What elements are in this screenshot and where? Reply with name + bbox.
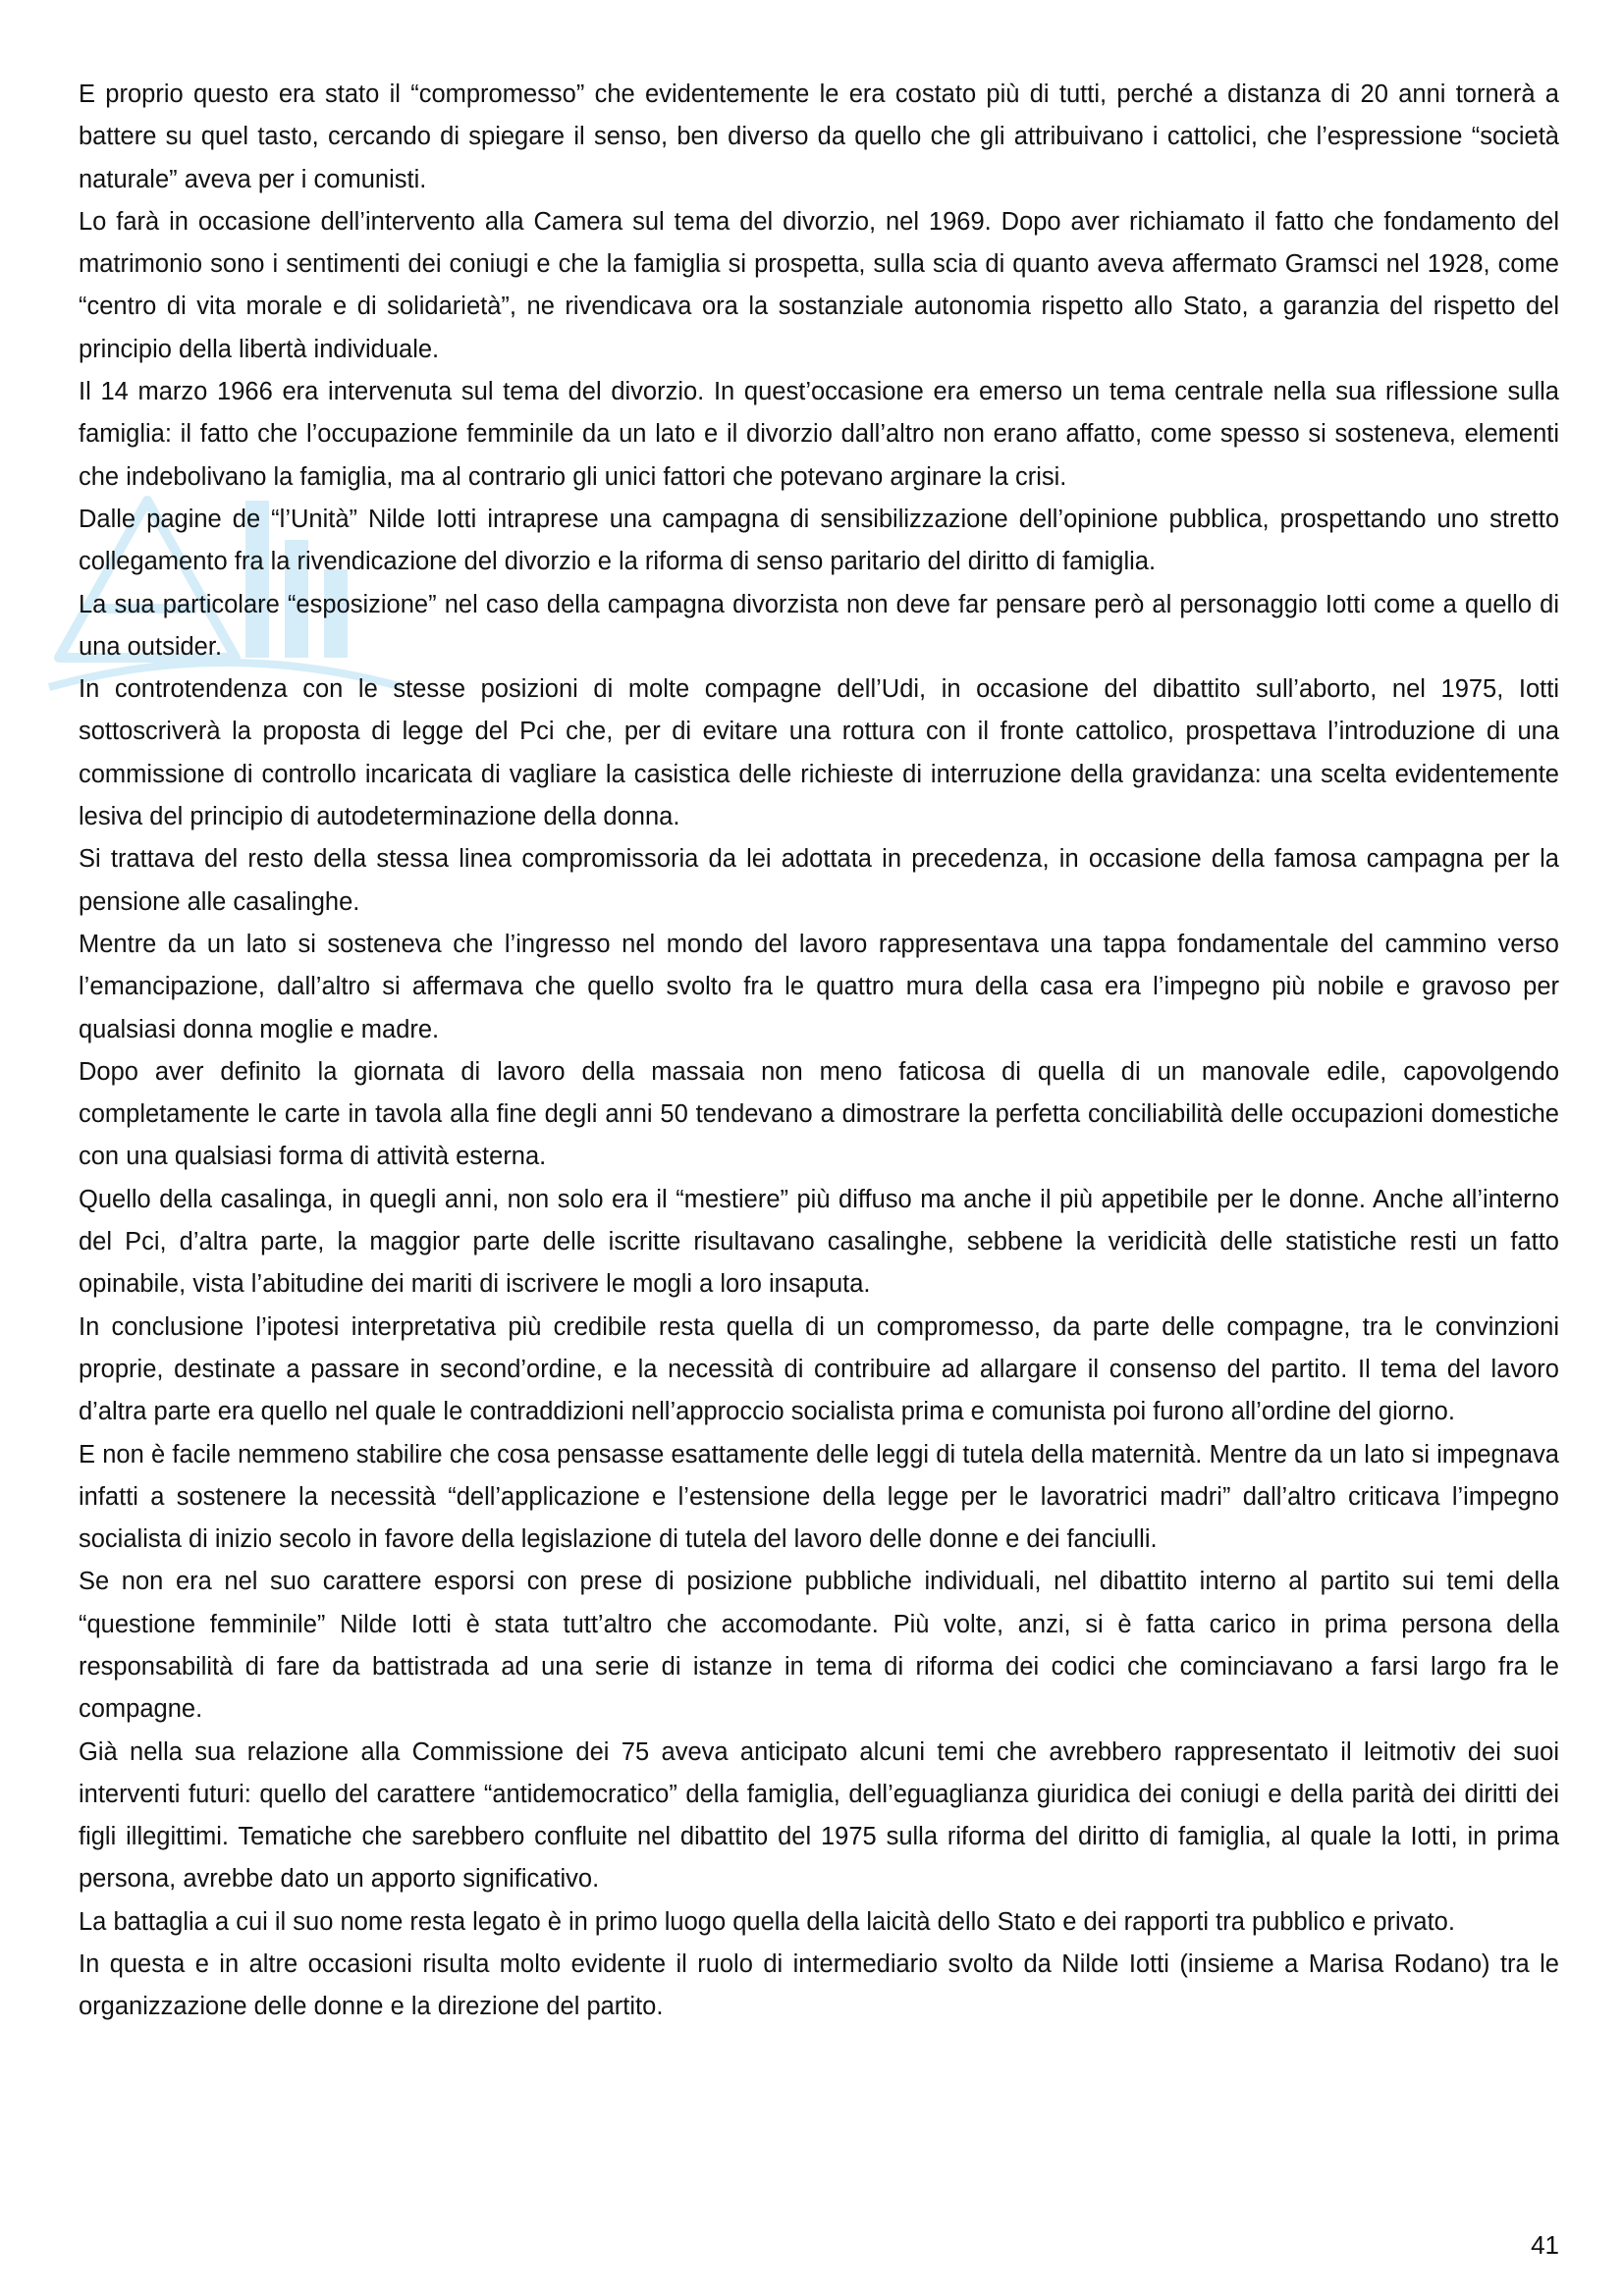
- paragraph: E proprio questo era stato il “compromesso” che evidentemente le era costato più di tutti, perché a distanza di 20 anni tornerà a battere su quel tasto, cercando di spiegare il senso, ben diverso da quello che gli attribuivano i cattolici, che l’espressione “società naturale” aveva per i comunisti.: [79, 80, 1559, 193]
- paragraph: Quello della casalinga, in quegli anni, non solo era il “mestiere” più diffuso ma anche il più appetibile per le donne. Anche all’interno del Pci, d’altra parte, la maggior parte delle iscritte risultavano casalinghe, sebbene la veridicità delle statistiche resti un fatto opinabile, vista l’abitudine dei mariti di iscrivere le mogli a loro insaputa.: [79, 1185, 1559, 1299]
- paragraph: La sua particolare “esposizione” nel caso della campagna divorzista non deve far pensare però al personaggio Iotti come a quello di una outsider.: [79, 590, 1559, 661]
- paragraph: Il 14 marzo 1966 era intervenuta sul tema del divorzio. In quest’occasione era emerso un tema centrale nella sua riflessione sulla famiglia: il fatto che l’occupazione femminile da un lato e il divorzio dall’altro non erano affatto, come spesso si sosteneva, elementi che indebolivano la famiglia, ma al contrario gli unici fattori che potevano arginare la crisi.: [79, 378, 1559, 491]
- paragraph: Dopo aver definito la giornata di lavoro della massaia non meno faticosa di quella di un manovale edile, capovolgendo completamente le carte in tavola alla fine degli anni 50 tendevano a dimostrare la perfetta conciliabilità delle occupazioni domestiche con una qualsiasi forma di attività esterna.: [79, 1057, 1559, 1171]
- paragraph: Dalle pagine de “l’Unità” Nilde Iotti intraprese una campagna di sensibilizzazione dell’opinione pubblica, prospettando uno stretto collegamento fra la rivendicazione del divorzio e la riforma di senso paritario del diritto di famiglia.: [79, 505, 1559, 576]
- paragraph: Se non era nel suo carattere esporsi con prese di posizione pubbliche individuali, nel dibattito interno al partito sui temi della “questione femminile” Nilde Iotti è stata tutt’altro che accomodante. Più volte, anzi, si è fatta carico in prima persona della responsabilità di fare da battistrada ad una serie di istanze in tema di riforma dei codici che cominciavano a farsi largo fra le compagne.: [79, 1568, 1559, 1724]
- paragraph: Già nella sua relazione alla Commissione dei 75 aveva anticipato alcuni temi che avrebbero rappresentato il leitmotiv dei suoi interventi futuri: quello del carattere “antidemocratico” della famiglia, dell’eguaglianza giuridica dei coniugi e della parità dei diritti dei figli illegittimi. Tematiche che sarebbero confluite nel dibattito del 1975 sulla riforma del diritto di famiglia, al quale la Iotti, in prima persona, avrebbe dato un apporto significativo.: [79, 1737, 1559, 1894]
- paragraph: E non è facile nemmeno stabilire che cosa pensasse esattamente delle leggi di tutela della maternità. Mentre da un lato si impegnava infatti a sostenere la necessità “dell’applicazione e l’estensione della legge per le lavoratrici madri” dall’altro criticava l’impegno socialista di inizio secolo in favore della legislazione di tutela del lavoro delle donne e dei fanciulli.: [79, 1440, 1559, 1554]
- page-number: 41: [1531, 2230, 1559, 2260]
- paragraph: In conclusione l’ipotesi interpretativa più credibile resta quella di un compromesso, da parte delle compagne, tra le convinzioni proprie, destinate a passare in second’ordine, e la necessità di contribuire ad allargare il consenso del partito. Il tema del lavoro d’altra parte era quello nel quale le contraddizioni nell’approccio socialista prima e comunista poi furono all’ordine del giorno.: [79, 1312, 1559, 1426]
- paragraph: Lo farà in occasione dell’intervento alla Camera sul tema del divorzio, nel 1969. Dopo aver richiamato il fatto che fondamento del matrimonio sono i sentimenti dei coniugi e che la famiglia si prospetta, sulla scia di quanto aveva affermato Gramsci nel 1928, come “centro di vita morale e di solidarietà”, ne rivendicava ora la sostanziale autonomia rispetto allo Stato, a garanzia del rispetto del principio della libertà individuale.: [79, 207, 1559, 363]
- document-body: [79, 74, 1559, 2029]
- paragraph: La battaglia a cui il suo nome resta legato è in primo luogo quella della laicità dello Stato e dei rapporti tra pubblico e privato.: [79, 1907, 1455, 1936]
- paragraph: In questa e in altre occasioni risulta molto evidente il ruolo di intermediario svolto da Nilde Iotti (insieme a Marisa Rodano) tra le organizzazione delle donne e la direzione del partito.: [79, 1950, 1559, 2021]
- paragraph: Si trattava del resto della stessa linea compromissoria da lei adottata in precedenza, in occasione della famosa campagna per la pensione alle casalinghe.: [79, 845, 1559, 916]
- paragraph: Mentre da un lato si sosteneva che l’ingresso nel mondo del lavoro rappresentava una tappa fondamentale del cammino verso l’emancipazione, dall’altro si affermava che quello svolto fra le quattro mura della casa era l’impegno più nobile e gravoso per qualsiasi donna moglie e madre.: [79, 930, 1559, 1043]
- paragraph: In controtendenza con le stesse posizioni di molte compagne dell’Udi, in occasione del dibattito sull’aborto, nel 1975, Iotti sottoscriverà la proposta di legge del Pci che, per di evitare una rottura con il fronte cattolico, prospettava l’introduzione di una commissione di controllo incaricata di vagliare la casistica delle richieste di interruzione della gravidanza: una scelta evidentemente lesiva del principio di autodeterminazione della donna.: [79, 675, 1559, 831]
